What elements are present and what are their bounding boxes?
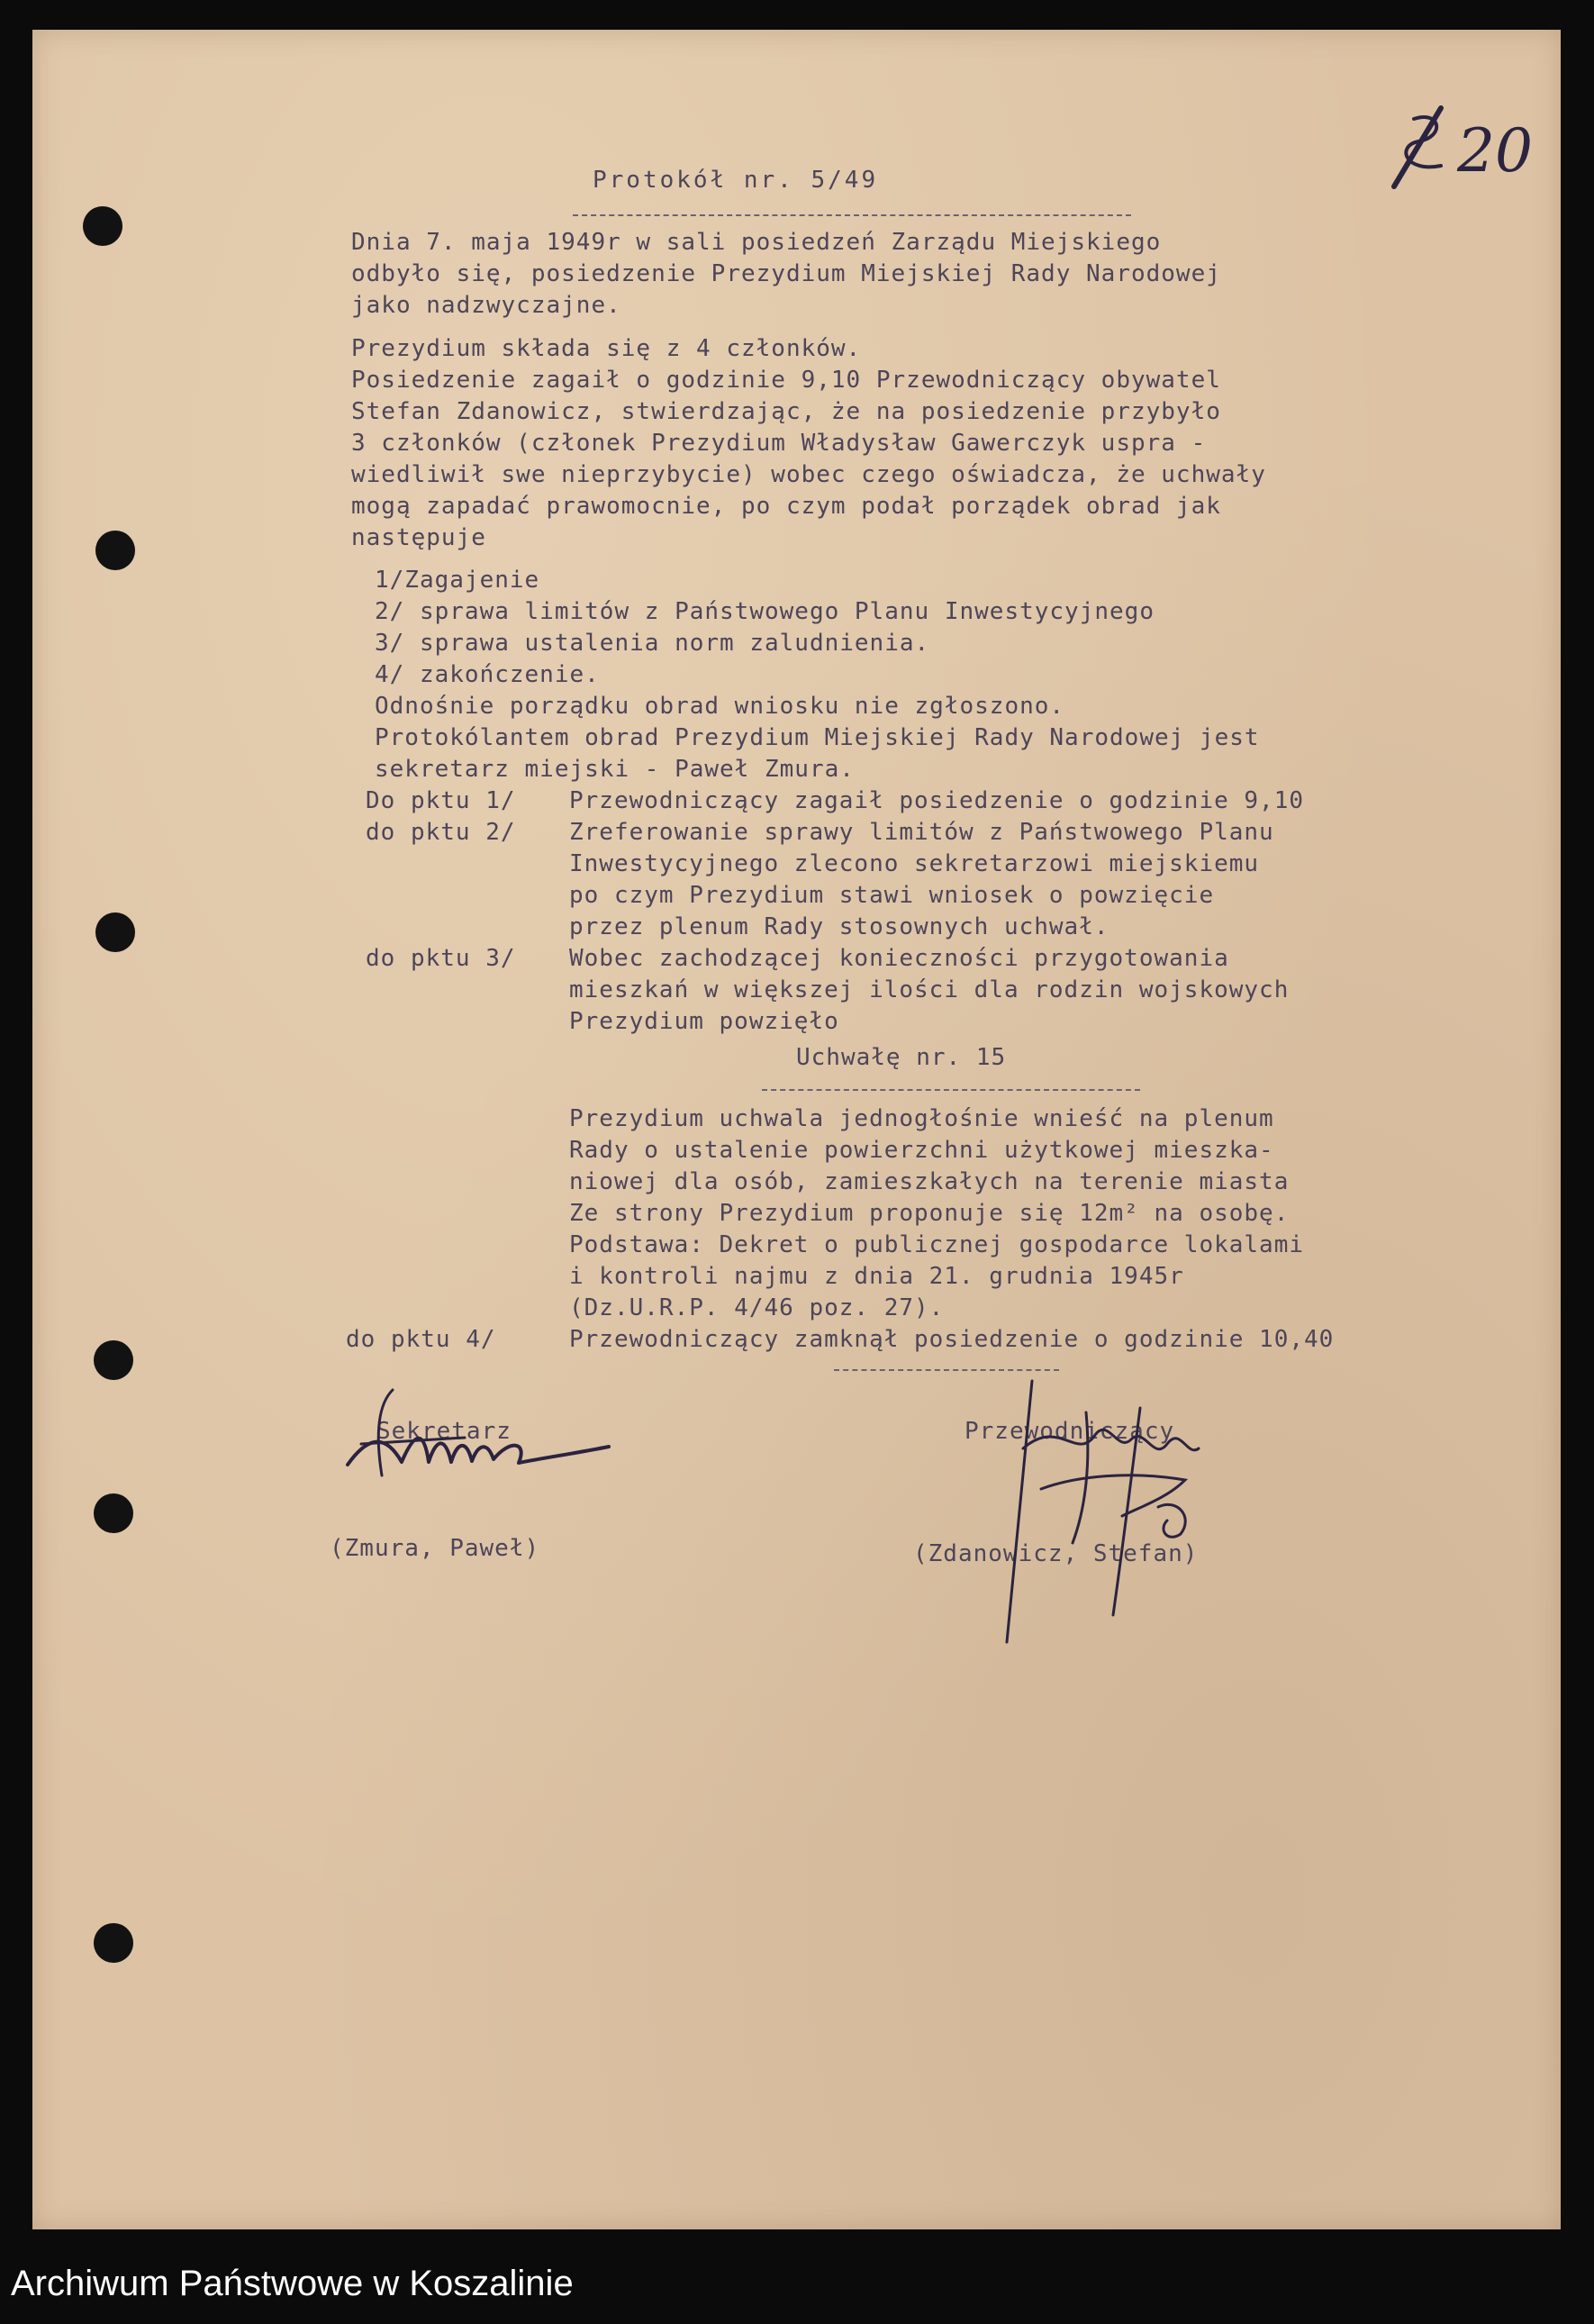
body-line: następuje bbox=[351, 524, 486, 551]
point-text: Inwestycyjnego zlecono sekretarzowi miejskiemu bbox=[569, 850, 1260, 877]
resolution-line: Prezydium uchwala jednogłośnie wnieść na plenum bbox=[569, 1105, 1274, 1132]
intro-line: jako nadzwyczajne. bbox=[351, 292, 621, 319]
resolution-line: (Dz.U.R.P. 4/46 poz. 27). bbox=[569, 1294, 945, 1321]
body-line: wiedliwił swe nieprzybycie) wobec czego oświadcza, że uchwały bbox=[351, 461, 1266, 488]
folio-text: 20 bbox=[1457, 116, 1533, 186]
point-text: po czym Prezydium stawi wniosek o powzięcie bbox=[569, 882, 1215, 909]
body-line: mogą zapadać prawomocnie, po czym podał porządek obrad jak bbox=[351, 493, 1221, 520]
folio-number bbox=[1378, 101, 1540, 200]
punch-hole bbox=[83, 206, 122, 246]
point-label: do pktu 4/ bbox=[346, 1326, 496, 1353]
agenda-line: Odnośnie porządku obrad wniosku nie zgłoszono. bbox=[375, 693, 1065, 720]
signature-right-handwriting bbox=[951, 1363, 1221, 1660]
point-label: do pktu 2/ bbox=[366, 819, 516, 846]
agenda-item: 3/ sprawa ustalenia norm zaludnienia. bbox=[375, 630, 930, 657]
resolution-title: Uchwałę nr. 15 bbox=[796, 1044, 1007, 1071]
body-line: 3 członków (członek Prezydium Władysław Gawerczyk uspra - bbox=[351, 430, 1207, 457]
signature-right-role: Przewodniczący bbox=[965, 1418, 1175, 1445]
agenda-line: sekretarz miejski - Paweł Zmura. bbox=[375, 756, 855, 783]
document-page bbox=[32, 30, 1561, 2229]
body-line: Posiedzenie zagaił o godzinie 9,10 Przewodniczący obywatel bbox=[351, 367, 1221, 394]
point-text: Przewodniczący zamknął posiedzenie o godzinie 10,40 bbox=[569, 1326, 1335, 1353]
punch-hole bbox=[94, 1493, 133, 1533]
resolution-line: Podstawa: Dekret o publicznej gospodarce lokalami bbox=[569, 1231, 1305, 1258]
document-title: Protokół nr. 5/49 bbox=[593, 167, 879, 194]
signature-right-name: (Zdanowicz, Stefan) bbox=[913, 1540, 1199, 1567]
intro-line: odbyło się, posiedzenie Prezydium Miejskiej Rady Narodowej bbox=[351, 260, 1221, 287]
signature-left-name: (Zmura, Paweł) bbox=[330, 1535, 540, 1562]
point-label: do pktu 3/ bbox=[366, 945, 516, 972]
punch-hole bbox=[95, 912, 135, 952]
agenda-item: 4/ zakończenie. bbox=[375, 661, 600, 688]
punch-hole bbox=[95, 531, 135, 570]
point-label: Do pktu 1/ bbox=[366, 787, 516, 814]
resolution-line: i kontroli najmu z dnia 21. grudnia 1945r bbox=[569, 1263, 1184, 1290]
point-text: mieszkań w większej ilości dla rodzin wojskowych bbox=[569, 976, 1290, 1003]
body-line: Stefan Zdanowicz, stwierdzając, że na posiedzenie przybyło bbox=[351, 398, 1221, 425]
point-text: Wobec zachodzącej konieczności przygotowania bbox=[569, 945, 1229, 972]
intro-line: Dnia 7. maja 1949r w sali posiedzeń Zarządu Miejskiego bbox=[351, 229, 1162, 256]
point-text: przez plenum Rady stosownych uchwał. bbox=[569, 913, 1109, 940]
point-text: Zreferowanie sprawy limitów z Państwowego Planu bbox=[569, 819, 1274, 846]
archive-name: Archiwum Państwowe w Koszalinie bbox=[11, 2264, 574, 2303]
agenda-line: Protokólantem obrad Prezydium Miejskiej Rady Narodowej jest bbox=[375, 724, 1260, 751]
title-underline bbox=[573, 214, 1131, 216]
agenda-item: 1/Zagajenie bbox=[375, 567, 540, 594]
archive-footer bbox=[0, 2252, 1594, 2324]
body-line: Prezydium składa się z 4 członków. bbox=[351, 335, 862, 362]
signature-left-role: Sekretarz bbox=[376, 1418, 512, 1445]
resolution-line: Rady o ustalenie powierzchni użytkowej mieszka- bbox=[569, 1137, 1274, 1164]
point-text: Prezydium powzięło bbox=[569, 1008, 839, 1035]
agenda-item: 2/ sprawa limitów z Państwowego Planu Inwestycyjnego bbox=[375, 598, 1155, 625]
resolution-underline bbox=[762, 1089, 1140, 1091]
punch-hole bbox=[94, 1340, 133, 1380]
signature-left-handwriting bbox=[330, 1376, 627, 1502]
resolution-line: Ze strony Prezydium proponuje się 12m² na osobę. bbox=[569, 1200, 1290, 1227]
resolution-line: niowej dla osób, zamieszkałych na terenie miasta bbox=[569, 1168, 1290, 1195]
point-text: Przewodniczący zagaił posiedzenie o godzinie 9,10 bbox=[569, 787, 1305, 814]
punch-hole bbox=[94, 1923, 133, 1963]
